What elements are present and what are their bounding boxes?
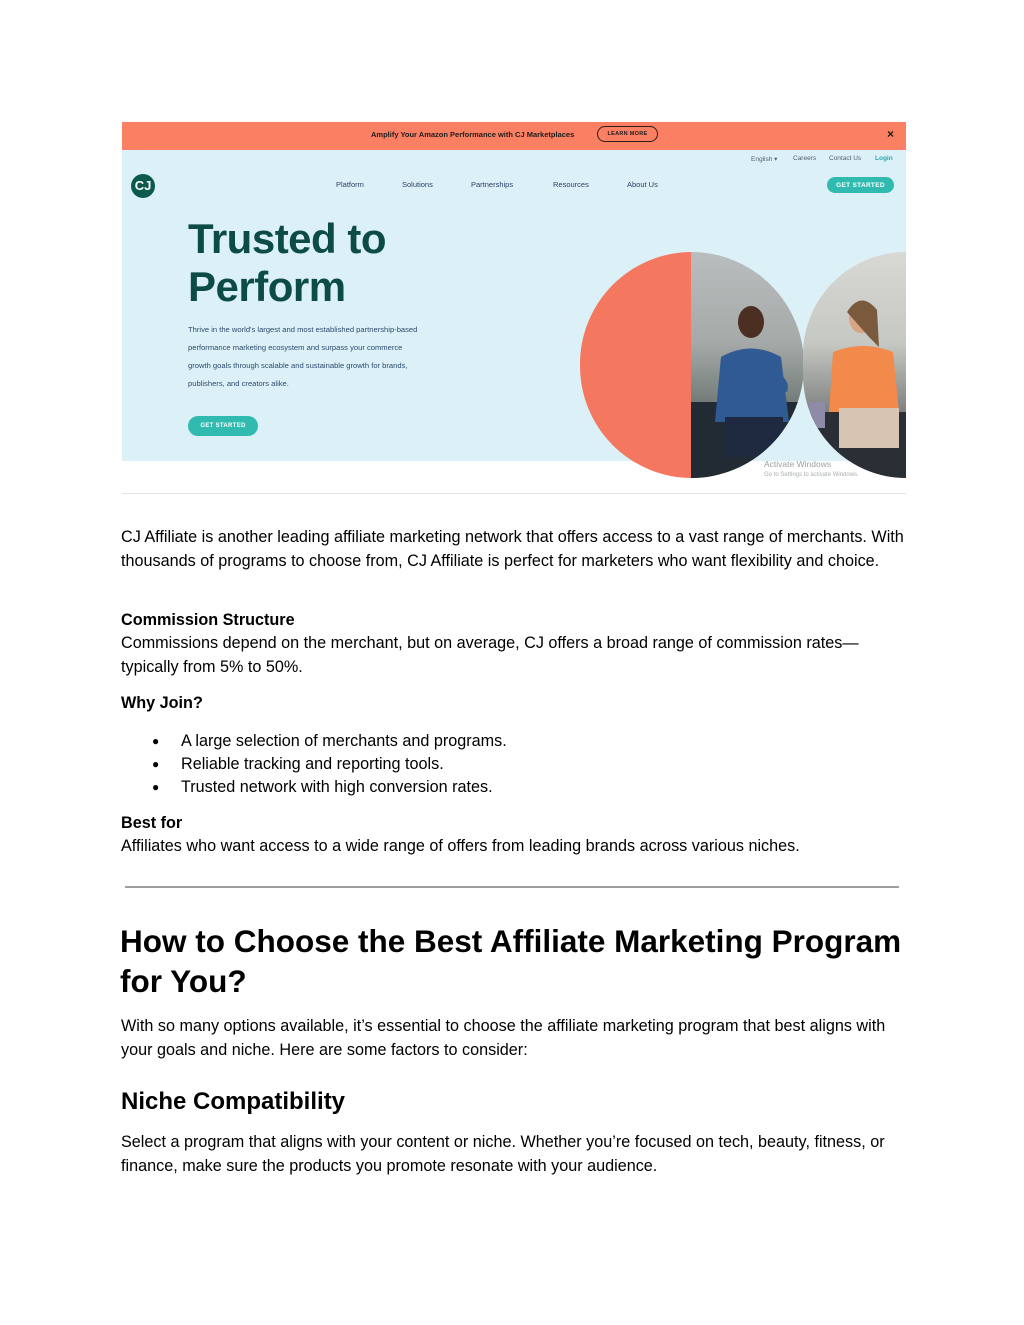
promo-banner <box>122 122 906 150</box>
nav-platform[interactable]: Platform <box>336 180 364 189</box>
nav-about-us[interactable]: About Us <box>627 180 658 189</box>
nav-resources[interactable]: Resources <box>553 180 589 189</box>
intro-paragraph: CJ Affiliate is another leading affiliate marketing network that offers access to a vast range of merchants. With thousands of programs to choose from, CJ Affiliate is perfect for marketers who want flexibility and choice. <box>121 528 904 570</box>
niche-heading: Niche Compatibility <box>121 1088 346 1115</box>
login-link[interactable]: Login <box>875 155 893 162</box>
hero-body: Thrive in the world's largest and most established partnership-based performance marketing ecosystem and surpass your commerce growth goals through scalable and sustainable growth for brands, publishers, and creators alike. <box>188 325 418 388</box>
best-for-body: Affiliates who want access to a wide range of offers from leading brands across various niches. <box>121 837 800 855</box>
commission-heading: Commission Structure <box>121 611 295 629</box>
why-join-list <box>121 730 901 799</box>
watermark-subtitle: Go to Settings to activate Windows. <box>764 472 859 478</box>
why-join-heading: Why Join? <box>121 694 203 712</box>
section-title: How to Choose the Best Affiliate Marketing Program for You? <box>120 923 902 999</box>
cj-website-screenshot <box>122 122 906 495</box>
bullet-icon: ● <box>152 734 160 748</box>
get-started-hero-button[interactable]: GET STARTED <box>188 416 258 436</box>
commission-body: Commissions depend on the merchant, but on average, CJ offers a broad range of commission rates—typically from 5% to 50%. <box>121 634 859 676</box>
get-started-nav-button[interactable]: GET STARTED <box>827 177 894 193</box>
niche-body: Select a program that aligns with your content or niche. Whether you’re focused on tech, beauty, fitness, or finance, make sure the products you promote resonate with your audience. <box>121 1133 885 1175</box>
list-item: ● Trusted network with high conversion rates. <box>121 776 901 799</box>
close-icon[interactable]: × <box>887 127 895 141</box>
contact-link[interactable]: Contact Us <box>829 155 862 162</box>
nav-solutions[interactable]: Solutions <box>402 180 433 189</box>
language-selector[interactable]: English ▾ <box>751 156 778 163</box>
promo-text: Amplify Your Amazon Performance with CJ Marketplaces <box>371 130 575 139</box>
screenshot-bottom-rule <box>122 493 906 494</box>
bullet-icon: ● <box>152 780 160 794</box>
hero-title: Trusted to Perform <box>188 215 387 310</box>
section-divider <box>125 886 899 888</box>
careers-link[interactable]: Careers <box>793 155 817 162</box>
cj-logo[interactable]: CJ <box>131 174 155 198</box>
best-for-heading: Best for <box>121 814 183 832</box>
learn-more-button[interactable]: LEARN MORE <box>597 126 658 142</box>
section-intro: With so many options available, it’s essential to choose the affiliate marketing program that best aligns with your goals and niche. Here are some factors to consider: <box>121 1017 886 1059</box>
bullet-icon: ● <box>152 757 160 771</box>
nav-partnerships[interactable]: Partnerships <box>471 180 514 189</box>
watermark-title: Activate Windows <box>764 459 832 469</box>
list-item: ● A large selection of merchants and programs. <box>121 730 901 753</box>
list-item: ● Reliable tracking and reporting tools. <box>121 753 901 776</box>
